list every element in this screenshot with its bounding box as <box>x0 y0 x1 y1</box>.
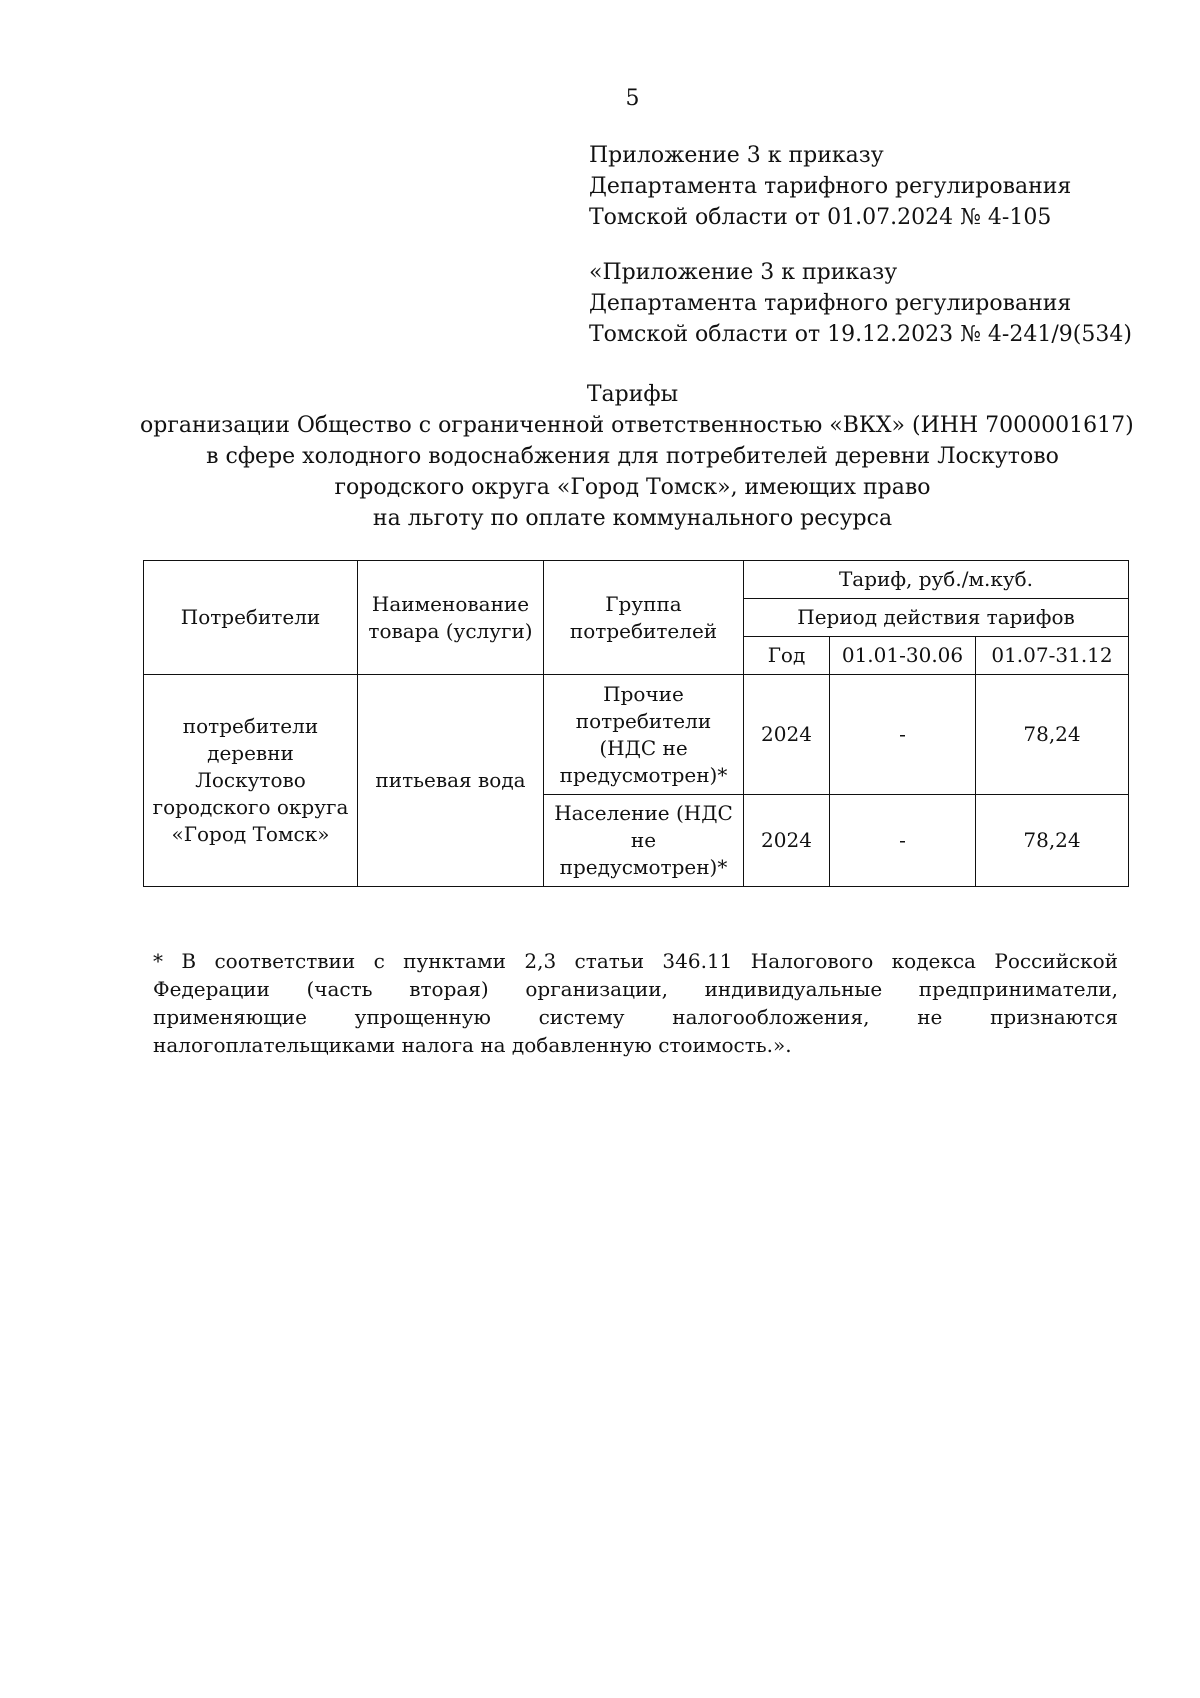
cell-period1-value: - <box>830 795 976 887</box>
appendix-current-line3: Томской области от 01.07.2024 № 4-105 <box>589 205 1052 230</box>
title-line3: в сфере холодного водоснабжения для потребителей деревни Лоскутово <box>206 444 1059 469</box>
appendix-previous-line1: «Приложение 3 к приказу <box>589 260 898 285</box>
header-period: Период действия тарифов <box>744 599 1129 637</box>
title-line5: на льготу по оплате коммунального ресурса <box>372 506 893 531</box>
header-consumers: Потребители <box>144 561 358 675</box>
cell-year: 2024 <box>744 795 830 887</box>
appendix-current-line2: Департамента тарифного регулирования <box>589 174 1072 199</box>
header-product: Наименование товара (услуги) <box>358 561 544 675</box>
appendix-previous-line3: Томской области от 19.12.2023 № 4-241/9(534) <box>589 322 1132 347</box>
table-row <box>144 675 1129 795</box>
cell-period1-value: - <box>830 675 976 795</box>
tariff-table <box>143 560 1129 887</box>
cell-group: Население (НДС не предусмотрен)* <box>544 795 744 887</box>
cell-consumers: потребители деревни Лоскутово городского округа «Город Томск» <box>144 675 358 887</box>
cell-group: Прочие потребители (НДС не предусмотрен)* <box>544 675 744 795</box>
title-line2: организации Общество с ограниченной ответственностью «ВКХ» (ИНН 7000001617) <box>140 413 1134 438</box>
title-line1: Тарифы <box>586 382 679 407</box>
header-year: Год <box>744 637 830 675</box>
document-title <box>140 379 1134 534</box>
appendix-current-reference <box>589 140 1071 233</box>
header-period1: 01.01-30.06 <box>830 637 976 675</box>
cell-period2-value: 78,24 <box>976 675 1129 795</box>
header-period2: 01.07-31.12 <box>976 637 1129 675</box>
footnote: * В соответствии с пунктами 2,3 статьи 346.11 Налогового кодекса Российской Федерации (часть вторая) организации, индивидуальные предприниматели, применяющие упрощенную систему налогообложения, не признаются налогоплательщиками налога на добавленную стоимость.». <box>153 949 1118 1057</box>
appendix-previous-reference <box>589 257 1132 350</box>
cell-year: 2024 <box>744 675 830 795</box>
header-group: Группа потребителей <box>544 561 744 675</box>
title-line4: городского округа «Город Томск», имеющих право <box>334 475 931 500</box>
cell-product: питьевая вода <box>358 675 544 887</box>
cell-period2-value: 78,24 <box>976 795 1129 887</box>
header-tariff: Тариф, руб./м.куб. <box>744 561 1129 599</box>
page-number: 5 <box>625 86 640 111</box>
appendix-previous-line2: Департамента тарифного регулирования <box>589 291 1072 316</box>
appendix-current-line1: Приложение 3 к приказу <box>589 143 884 168</box>
